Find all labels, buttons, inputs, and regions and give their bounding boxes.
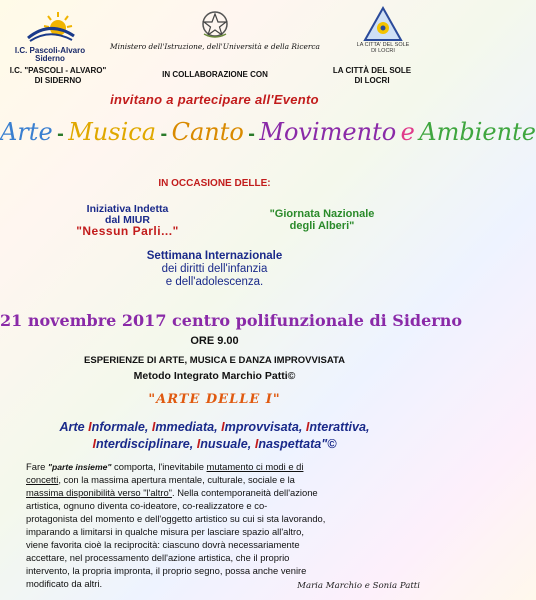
word-rest: mmediata,	[155, 420, 222, 434]
paragraph-text: Fare	[26, 461, 48, 472]
ministry-logo	[110, 8, 320, 60]
right-partner-name: LA CITTÀ DEL SOLE	[332, 66, 412, 75]
initial-letter: I	[196, 437, 201, 451]
settimana-line2: dei diritti dell'infanzia	[161, 263, 268, 275]
paragraph-line: modificato da altri.	[26, 578, 103, 589]
triangle-sun-logo-icon	[363, 6, 403, 42]
settimana-line3: e dell'adolescenza.	[165, 276, 264, 288]
event-separator: -	[248, 123, 255, 145]
event-word-ambiente: Ambiente	[419, 118, 536, 146]
ministry-label: Ministero dell'Istruzione, dell'Università e della Ricerca	[110, 42, 320, 51]
arte-definition-line1	[0, 420, 429, 434]
initial-letter: I	[92, 437, 96, 451]
paragraph-line	[26, 487, 406, 500]
sun-logo-icon	[10, 6, 90, 42]
invite-line: invitano a partecipare all'Evento	[110, 92, 319, 107]
word-rest: nterattiva,	[309, 420, 370, 434]
initiative-line2: dal MIUR	[105, 214, 150, 226]
initial-letter: I	[151, 420, 156, 434]
event-word-canto: Canto	[171, 118, 244, 146]
giornata-block	[232, 208, 412, 232]
arte-definition-line2	[0, 437, 429, 451]
event-separator: -	[57, 123, 64, 145]
arte-delle-heading: "ARTE DELLE I"	[148, 392, 281, 407]
giornata-line2: degli Alberi"	[289, 220, 355, 232]
word-rest: mprovvisata,	[224, 420, 306, 434]
left-partner-city: DI SIDERNO	[34, 76, 82, 85]
city-logo	[350, 6, 416, 62]
republic-emblem-icon	[198, 8, 232, 40]
paragraph-line: imparando a limitarsi in qualche misura per lasciare spazio all'altro,	[26, 526, 304, 537]
initiative-block	[40, 204, 215, 237]
paragraph-text: comporta, l'inevitabile	[111, 461, 207, 472]
initial-letter: I	[305, 420, 310, 434]
city-logo-line1: LA CITTA' DEL SOLE	[356, 42, 410, 48]
metodo-line: Metodo Integrato Marchio Patti©	[133, 370, 296, 382]
paragraph-line: intervento, la propria impronta, il proprio segno, possa anche venire	[26, 565, 307, 576]
right-partner-label	[320, 66, 424, 86]
esperienze-line: ESPERIENZE DI ARTE, MUSICA E DANZA IMPROVVISATA	[84, 355, 345, 366]
paragraph-text: , con la massima apertura mentale, culturale, sociale e la	[58, 474, 295, 485]
initiative-line3: "Nessun Parli..."	[76, 224, 179, 238]
word-rest: nusuale,	[200, 437, 255, 451]
event-separator: -	[160, 123, 168, 145]
arte-word: Arte	[59, 420, 89, 434]
signature: Maria Marchio e Sonia Patti	[297, 581, 420, 591]
paragraph-underlined: massima disponibilità verso "l'altro"	[26, 487, 172, 498]
initiative-line1: Iniziativa Indetta	[86, 203, 169, 215]
word-rest: naspettata"©	[258, 437, 337, 451]
school-logo-name: I.C. Pascoli-Alvaro	[14, 46, 86, 55]
time-label: ORE 9.00	[190, 335, 239, 347]
paragraph-line	[26, 461, 406, 474]
giornata-line1: "Giornata Nazionale	[269, 208, 375, 220]
paragraph-underlined: mutamento ci modi e di	[206, 461, 304, 472]
initial-letter: I	[254, 437, 259, 451]
word-rest: nterdisciplinare,	[95, 437, 197, 451]
event-word-musica: Musica	[68, 118, 157, 146]
occasion-heading: IN OCCASIONE DELLE:	[158, 178, 271, 189]
paragraph-line: protagonista del momento e dell'oggetto artistico su cui si sta lavorando,	[26, 513, 326, 524]
paragraph-line: artistica, ognuno diventa co-ideatore, co-realizzatore e co-	[26, 500, 268, 511]
left-partner-name: I.C. "PASCOLI - ALVARO"	[9, 66, 107, 75]
right-partner-city: DI LOCRI	[354, 76, 390, 85]
event-word-movimento: Movimento	[259, 118, 397, 146]
city-logo-line2: DI LOCRI	[371, 48, 395, 54]
paragraph-line: accettare, nel processamento dell'azione artistica, che il proprio	[26, 552, 290, 563]
event-word-arte: Arte	[0, 118, 53, 146]
date-line: 21 novembre 2017 centro polifunzionale di Siderno	[0, 311, 463, 330]
settimana-block	[0, 250, 429, 289]
word-rest: nformale,	[91, 420, 152, 434]
paragraph-underlined: concetti	[26, 474, 59, 485]
paragraph-emphasis: "parte insieme"	[47, 462, 112, 472]
event-word-e: e	[400, 118, 415, 146]
initial-letter: I	[221, 420, 225, 434]
left-partner-label	[8, 66, 108, 86]
settimana-line1: Settimana Internazionale	[146, 250, 283, 262]
paragraph-line	[26, 474, 406, 487]
school-logo	[10, 6, 90, 62]
paragraph-text: . Nella contemporaneità dell'azione	[172, 487, 318, 498]
paragraph-line: viene favorita cioè la reciprocità: ciascuno dovrà necessariamente	[26, 539, 300, 550]
collaboration-label: IN COLLABORAZIONE CON	[162, 70, 268, 79]
event-title	[0, 118, 536, 158]
school-logo-city: Siderno	[35, 54, 65, 63]
initial-letter: I	[88, 420, 92, 434]
